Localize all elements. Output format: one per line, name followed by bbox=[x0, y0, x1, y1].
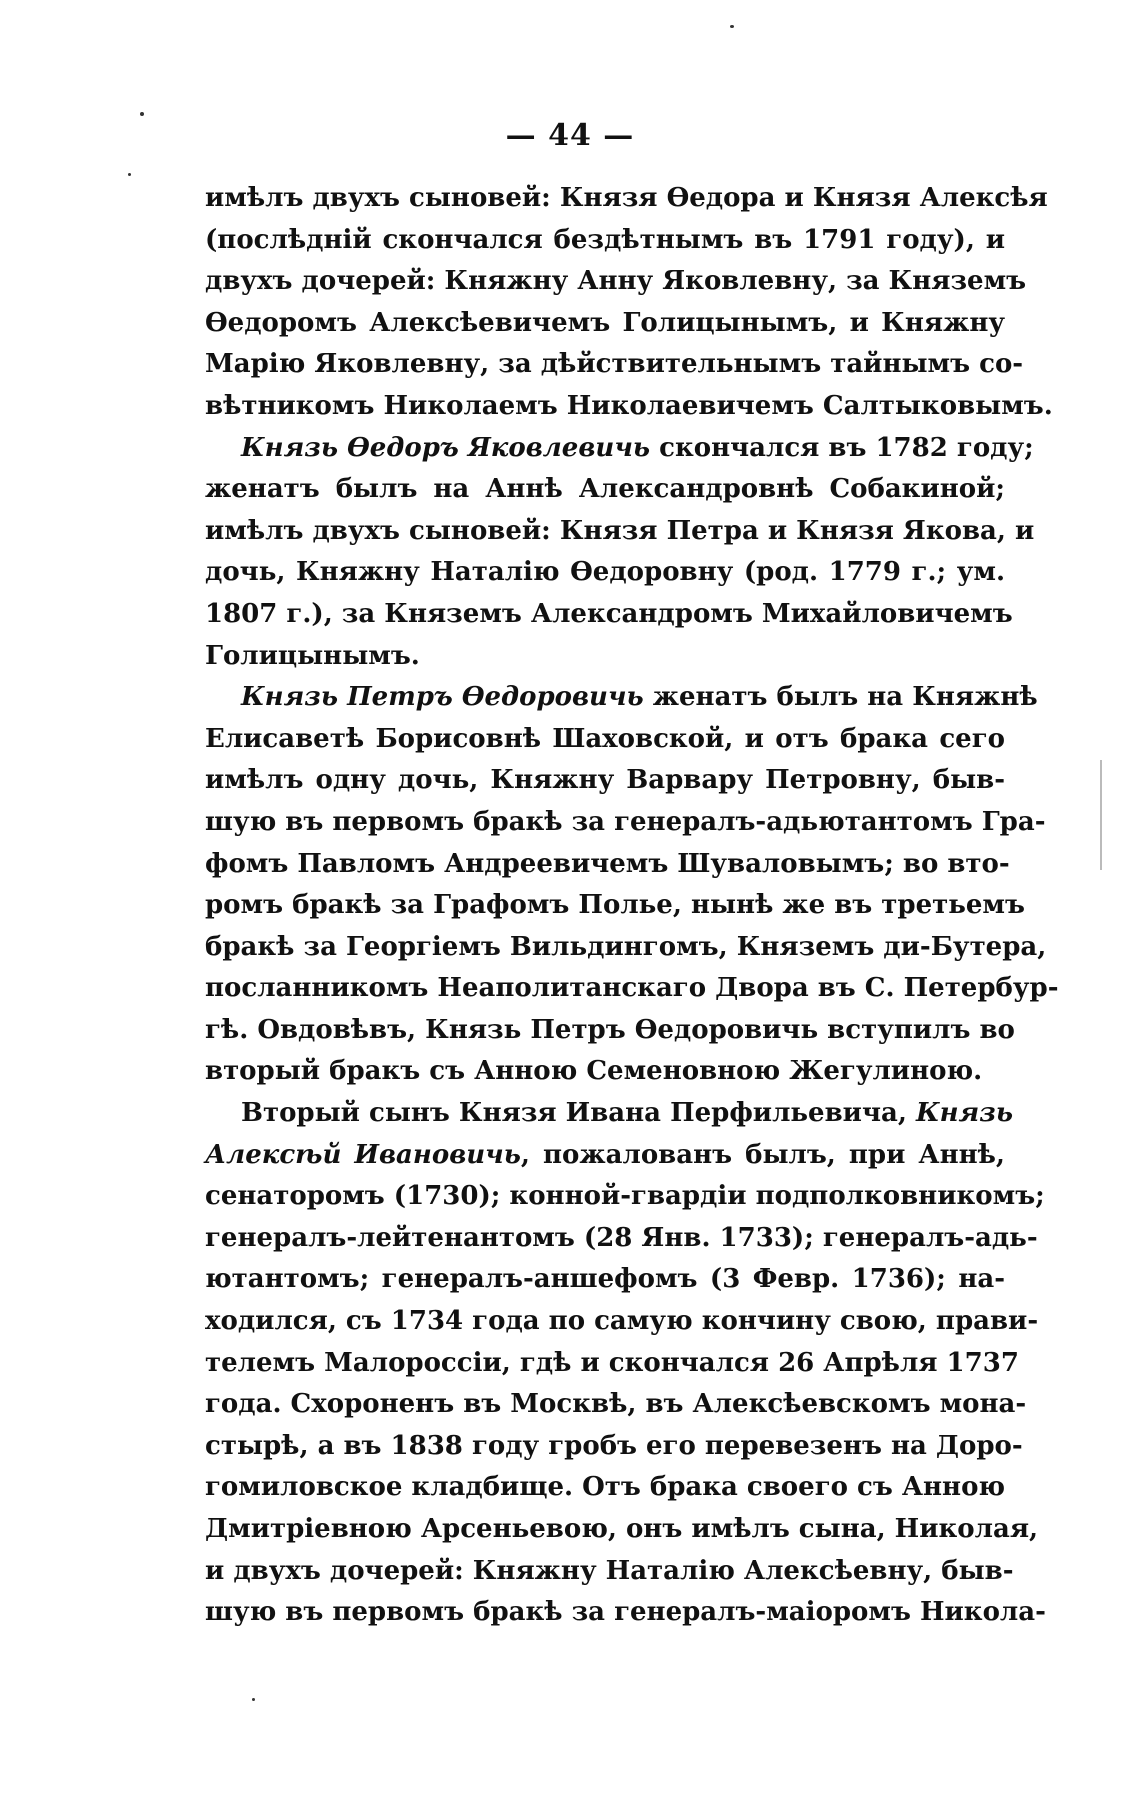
text-line: стырѣ, а въ 1838 году гробъ его перевезенъ на Доро- bbox=[205, 1430, 1023, 1461]
text-line: года. Схороненъ въ Москвѣ, въ Алексѣевскомъ мона- bbox=[205, 1389, 1027, 1420]
text-line: Марію Яковлевну, за дѣйствительнымъ тайнымъ со- bbox=[205, 349, 1024, 380]
text-line: Голицынымъ. bbox=[205, 640, 420, 671]
text-line: телемъ Малороссіи, гдѣ и скончался 26 Апрѣля 1737 bbox=[205, 1347, 1019, 1378]
text-line: женатъ былъ на Аннѣ Александровнѣ Собакиной; bbox=[205, 474, 1005, 505]
page-number: — 44 — bbox=[505, 118, 635, 153]
text-segment: скончался въ 1782 году; bbox=[650, 432, 1034, 463]
italic-name: Алексѣй Ивановичь bbox=[205, 1139, 521, 1170]
scan-speck bbox=[252, 1698, 255, 1701]
text-line: гѣ. Овдовѣвъ, Князь Петръ Ѳедоровичь вступилъ во bbox=[205, 1014, 1015, 1045]
text-line: имѣлъ двухъ сыновей: Князя Петра и Князя Якова, и bbox=[205, 515, 1035, 546]
text-line: Дмитріевною Арсеньевою, онъ имѣлъ сына, Николая, bbox=[205, 1514, 1039, 1544]
text-line bbox=[205, 1135, 1005, 1177]
text-line: ютантомъ; генералъ-аншефомъ (3 Февр. 1736); на- bbox=[205, 1264, 1005, 1295]
text-line: Елисаветѣ Борисовнѣ Шаховской, и отъ брака сего bbox=[205, 723, 1005, 754]
italic-name: Князь Ѳедоръ Яковлевичь bbox=[241, 432, 651, 463]
text-line: шую въ первомъ бракѣ за генералъ-адьютантомъ Гра- bbox=[205, 806, 1046, 837]
text-line: вторый бракъ съ Анною Семеновною Жегулиною. bbox=[205, 1056, 983, 1087]
text-line: фомъ Павломъ Андреевичемъ Шуваловымъ; во вто- bbox=[205, 848, 1010, 879]
text-line: Ѳедоромъ Алексѣевичемъ Голицынымъ, и Княжну bbox=[205, 307, 1005, 338]
text-line: имѣлъ двухъ сыновей: Князя Ѳедора и Князя Алексѣя bbox=[205, 183, 1048, 213]
text-line: ромъ бракѣ за Графомъ Полье, нынѣ же въ третьемъ bbox=[205, 890, 1025, 921]
italic-name: Князь Петръ Ѳедоровичь bbox=[241, 682, 644, 713]
text-line: шую въ первомъ бракѣ за генералъ-маіоромъ Никола- bbox=[205, 1597, 1046, 1628]
italic-name: Князь bbox=[915, 1098, 1013, 1129]
scan-speck bbox=[140, 112, 144, 116]
scan-speck bbox=[128, 173, 131, 176]
text-line: ходился, съ 1734 года по самую кончину свою, прави- bbox=[205, 1306, 1039, 1337]
text-line: имѣлъ одну дочь, Княжну Варвару Петровну, быв- bbox=[205, 765, 1005, 796]
text-line bbox=[205, 677, 1038, 719]
text-line: сенаторомъ (1730); конной-гвардіи подполковникомъ; bbox=[205, 1181, 1045, 1212]
text-segment: , пожалованъ былъ, при Аннѣ, bbox=[520, 1139, 1005, 1170]
scan-speck bbox=[730, 25, 734, 28]
scan-edge-mark bbox=[1100, 760, 1102, 870]
text-line bbox=[205, 1093, 1013, 1135]
text-line: генералъ-лейтенантомъ (28 Янв. 1733); генералъ-адь- bbox=[205, 1222, 1038, 1253]
text-line: 1807 г.), за Княземъ Александромъ Михайловичемъ bbox=[205, 598, 1013, 629]
text-segment: женатъ былъ на Княжнѣ bbox=[643, 682, 1038, 713]
text-line: вѣтникомъ Николаемъ Николаевичемъ Салтыковымъ. bbox=[205, 390, 1053, 421]
text-line: гомиловское кладбище. Отъ брака своего съ Анною bbox=[205, 1472, 1006, 1503]
body-text bbox=[205, 178, 1059, 1634]
text-line: двухъ дочерей: Княжну Анну Яковлевну, за Княземъ bbox=[205, 266, 1027, 297]
text-line: и двухъ дочерей: Княжну Наталію Алексѣевну, быв- bbox=[205, 1555, 1014, 1586]
text-segment: Вторый сынъ Князя Ивана Перфильевича, bbox=[241, 1098, 916, 1129]
text-line: бракѣ за Георгіемъ Вильдингомъ, Княземъ ди-Бутера, bbox=[205, 931, 1047, 962]
text-line: дочь, Княжну Наталію Ѳедоровну (род. 1779 г.; ум. bbox=[205, 557, 1005, 588]
text-line: посланникомъ Неаполитанскаго Двора въ С. Петербур- bbox=[205, 973, 1059, 1004]
text-line: (послѣдній скончался бездѣтнымъ въ 1791 году), и bbox=[205, 224, 1005, 255]
text-line bbox=[205, 428, 1034, 470]
